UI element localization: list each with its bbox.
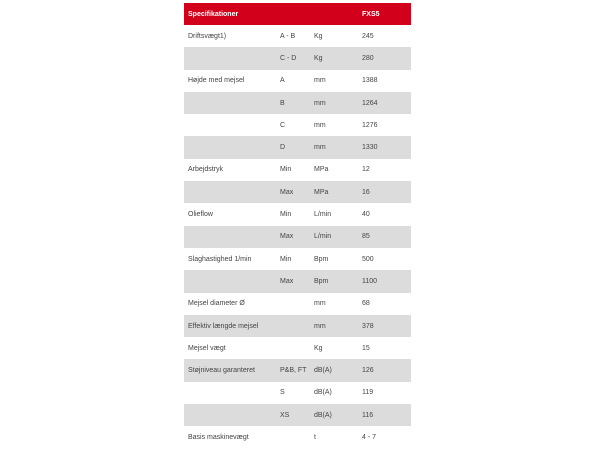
cell-label: Effektiv længde mejsel bbox=[184, 315, 276, 337]
cell-value: 119 bbox=[362, 389, 374, 397]
cell-label: Arbejdstryk bbox=[188, 166, 224, 174]
cell-label bbox=[184, 47, 276, 69]
table-body bbox=[184, 25, 411, 449]
cell-value: 126 bbox=[358, 359, 411, 381]
table-row bbox=[184, 315, 411, 337]
table-row bbox=[184, 203, 411, 225]
cell-sub bbox=[276, 293, 310, 315]
cell-value: 15 bbox=[362, 344, 370, 352]
cell-sub: P&B, FT bbox=[276, 359, 310, 381]
table-row bbox=[184, 25, 411, 47]
cell-sub: Max bbox=[276, 226, 310, 248]
table-row bbox=[184, 70, 411, 92]
cell-label bbox=[184, 270, 276, 292]
cell-sub: C - D bbox=[276, 47, 310, 69]
cell-label bbox=[184, 226, 276, 248]
cell-unit: MPa bbox=[314, 166, 329, 174]
cell-unit: Bpm bbox=[314, 255, 329, 263]
cell-value: 16 bbox=[358, 181, 411, 203]
cell-value: 40 bbox=[362, 211, 370, 219]
cell-sub: S bbox=[280, 389, 285, 397]
cell-sub: Min bbox=[280, 255, 292, 263]
table-row bbox=[184, 226, 411, 248]
table-row bbox=[184, 404, 411, 426]
cell-value: 1330 bbox=[358, 136, 411, 158]
table-row bbox=[184, 270, 411, 292]
table-row bbox=[184, 159, 411, 181]
table-row bbox=[184, 382, 411, 404]
table-row bbox=[184, 114, 411, 136]
cell-label bbox=[184, 382, 276, 404]
header-title: Specifikationer bbox=[184, 3, 358, 25]
cell-sub: Min bbox=[280, 166, 292, 174]
cell-sub: XS bbox=[276, 404, 310, 426]
cell-unit: MPa bbox=[310, 181, 358, 203]
cell-unit: t bbox=[314, 433, 316, 441]
table-row bbox=[184, 359, 411, 381]
cell-unit: Bpm bbox=[310, 270, 358, 292]
cell-sub bbox=[276, 315, 310, 337]
cell-unit: L/min bbox=[310, 226, 358, 248]
cell-label bbox=[184, 114, 276, 136]
cell-sub: B bbox=[276, 92, 310, 114]
cell-unit: Kg bbox=[314, 32, 323, 40]
table-row bbox=[184, 337, 411, 359]
cell-label: Olieflow bbox=[188, 211, 213, 219]
cell-unit: Kg bbox=[310, 47, 358, 69]
cell-unit: mm bbox=[314, 300, 326, 308]
cell-label: Højde med mejsel bbox=[188, 77, 245, 85]
cell-value: 280 bbox=[358, 47, 411, 69]
cell-sub: A - B bbox=[280, 32, 296, 40]
cell-value: 68 bbox=[362, 300, 370, 308]
cell-label: Driftsvægt1) bbox=[188, 32, 227, 40]
cell-value: 378 bbox=[358, 315, 411, 337]
cell-label: Basis maskinevægt bbox=[188, 433, 249, 441]
cell-value: 4 - 7 bbox=[362, 433, 377, 441]
cell-label bbox=[184, 404, 276, 426]
cell-unit: Kg bbox=[314, 344, 323, 352]
specifications-table bbox=[184, 3, 411, 449]
cell-unit: L/min bbox=[314, 211, 332, 219]
header-model: FXS5 bbox=[358, 3, 411, 25]
cell-value: 1100 bbox=[358, 270, 411, 292]
cell-label: Slaghastighed 1/min bbox=[188, 255, 252, 263]
table-row bbox=[184, 426, 411, 448]
cell-unit: mm bbox=[314, 77, 326, 85]
cell-value: 12 bbox=[362, 166, 370, 174]
table-row bbox=[184, 92, 411, 114]
cell-label: Mejsel diameter Ø bbox=[188, 300, 245, 308]
table-row bbox=[184, 181, 411, 203]
cell-unit: dB(A) bbox=[314, 389, 332, 397]
cell-value: 1388 bbox=[362, 77, 378, 85]
cell-unit: dB(A) bbox=[310, 404, 358, 426]
cell-unit: mm bbox=[310, 315, 358, 337]
cell-value: 85 bbox=[358, 226, 411, 248]
cell-label: Støjniveau garanteret bbox=[184, 359, 276, 381]
table-header-row bbox=[184, 3, 411, 25]
cell-sub: D bbox=[276, 136, 310, 158]
cell-label bbox=[184, 136, 276, 158]
cell-sub: Min bbox=[280, 211, 292, 219]
cell-label bbox=[184, 181, 276, 203]
cell-value: 245 bbox=[362, 32, 374, 40]
table-row bbox=[184, 47, 411, 69]
cell-unit: mm bbox=[310, 92, 358, 114]
table-row bbox=[184, 136, 411, 158]
cell-sub bbox=[276, 426, 310, 448]
table-row bbox=[184, 293, 411, 315]
cell-value: 1276 bbox=[362, 121, 378, 129]
cell-sub: A bbox=[280, 77, 285, 85]
cell-label: Mejsel vægt bbox=[188, 344, 226, 352]
cell-sub bbox=[276, 337, 310, 359]
cell-sub: Max bbox=[276, 181, 310, 203]
table-row bbox=[184, 248, 411, 270]
cell-unit: mm bbox=[314, 121, 326, 129]
cell-value: 1264 bbox=[358, 92, 411, 114]
cell-label bbox=[184, 92, 276, 114]
cell-sub: Max bbox=[276, 270, 310, 292]
cell-value: 116 bbox=[358, 404, 411, 426]
cell-unit: dB(A) bbox=[310, 359, 358, 381]
cell-unit: mm bbox=[310, 136, 358, 158]
cell-value: 500 bbox=[362, 255, 374, 263]
cell-sub: C bbox=[280, 121, 286, 129]
